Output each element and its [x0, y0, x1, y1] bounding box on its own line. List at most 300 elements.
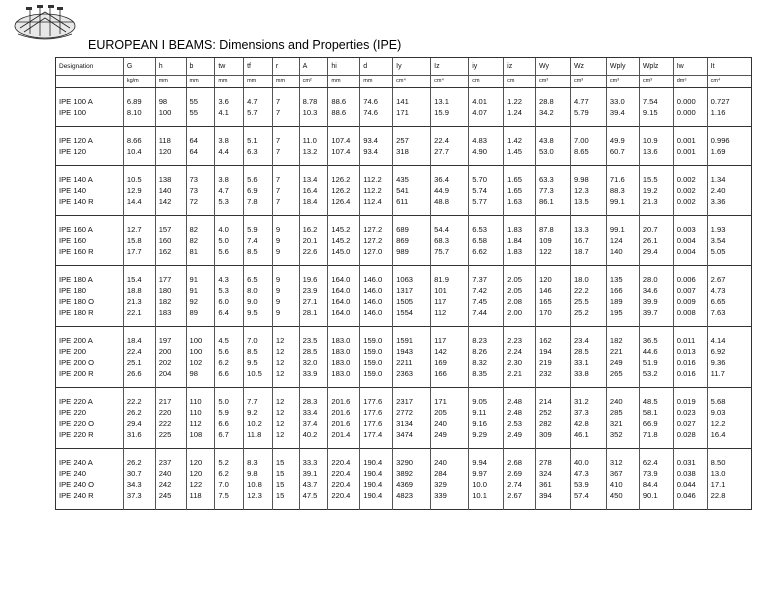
designation-cell: IPE 200 A	[56, 327, 124, 347]
value-cell: 4369	[393, 479, 431, 490]
value-cell: 20.1	[299, 235, 328, 246]
table-row	[56, 418, 752, 429]
value-cell: 162	[155, 246, 186, 266]
value-cell: 10.5	[123, 166, 155, 186]
value-cell: 122	[186, 479, 215, 490]
value-cell: 10.5	[244, 368, 273, 388]
value-cell: 0.016	[673, 368, 707, 388]
column-unit: mm	[360, 76, 393, 88]
value-cell: 7.5	[215, 490, 244, 510]
value-cell: 240	[431, 418, 469, 429]
table-row	[56, 388, 752, 408]
value-cell: 127.2	[360, 235, 393, 246]
value-cell: 2.53	[504, 418, 536, 429]
value-cell: 109	[536, 235, 571, 246]
value-cell: 145.2	[328, 235, 360, 246]
value-cell: 182	[606, 327, 639, 347]
value-cell: 87.8	[536, 216, 571, 236]
value-cell: 108	[186, 429, 215, 449]
value-cell: 7.4	[244, 235, 273, 246]
value-cell: 190.4	[360, 479, 393, 490]
value-cell: 1505	[393, 296, 431, 307]
value-cell: 1063	[393, 266, 431, 286]
value-cell: 15	[272, 479, 299, 490]
value-cell: 91	[186, 266, 215, 286]
value-cell: 9.05	[469, 388, 504, 408]
value-cell: 127.0	[360, 246, 393, 266]
value-cell: 110	[186, 388, 215, 408]
value-cell: 159.0	[360, 357, 393, 368]
value-cell: 171	[393, 107, 431, 127]
value-cell: 13.2	[299, 146, 328, 166]
table-row	[56, 166, 752, 186]
value-cell: 4.7	[215, 185, 244, 196]
table-row	[56, 127, 752, 147]
value-cell: 5.68	[707, 388, 751, 408]
value-cell: 221	[606, 346, 639, 357]
value-cell: 22.1	[123, 307, 155, 327]
logo-icon	[10, 4, 80, 44]
value-cell: 9.36	[707, 357, 751, 368]
value-cell: 5.6	[215, 346, 244, 357]
value-cell: 7.44	[469, 307, 504, 327]
value-cell: 90.1	[639, 490, 673, 510]
value-cell: 37.3	[570, 407, 606, 418]
value-cell: 126.2	[328, 166, 360, 186]
value-cell: 21.3	[639, 196, 673, 216]
column-unit: mm	[328, 76, 360, 88]
table-row	[56, 146, 752, 166]
value-cell: 5.77	[469, 196, 504, 216]
column-symbol: Iy	[393, 58, 431, 76]
value-cell: 367	[606, 468, 639, 479]
designation-cell: IPE 180	[56, 285, 124, 296]
value-cell: 72	[186, 196, 215, 216]
column-symbol: d	[360, 58, 393, 76]
value-cell: 0.011	[673, 327, 707, 347]
value-cell: 9.2	[244, 407, 273, 418]
value-cell: 201.6	[328, 407, 360, 418]
value-cell: 8.35	[469, 368, 504, 388]
value-cell: 4.73	[707, 285, 751, 296]
table-row	[56, 479, 752, 490]
value-cell: 611	[393, 196, 431, 216]
value-cell: 183.0	[328, 368, 360, 388]
value-cell: 321	[606, 418, 639, 429]
value-cell: 7.63	[707, 307, 751, 327]
ipe-properties-table	[55, 57, 752, 510]
value-cell: 19.2	[639, 185, 673, 196]
value-cell: 14.4	[123, 196, 155, 216]
value-cell: 0.009	[673, 296, 707, 307]
value-cell: 9.94	[469, 449, 504, 469]
value-cell: 3290	[393, 449, 431, 469]
value-cell: 6.2	[215, 468, 244, 479]
value-cell: 9.16	[469, 418, 504, 429]
column-unit: cm⁴	[431, 76, 469, 88]
value-cell: 7	[272, 127, 299, 147]
value-cell: 75.7	[431, 246, 469, 266]
column-unit: cm⁴	[707, 76, 751, 88]
value-cell: 117	[431, 296, 469, 307]
value-cell: 2363	[393, 368, 431, 388]
value-cell: 0.028	[673, 429, 707, 449]
value-cell: 5.0	[215, 388, 244, 408]
value-cell: 10.8	[244, 479, 273, 490]
column-unit: cm	[469, 76, 504, 88]
value-cell: 7	[272, 196, 299, 216]
value-cell: 1.16	[707, 107, 751, 127]
value-cell: 2.67	[504, 490, 536, 510]
value-cell: 92	[186, 296, 215, 307]
designation-cell: IPE 100 A	[56, 88, 124, 108]
value-cell: 6.6	[215, 368, 244, 388]
value-cell: 20.7	[639, 216, 673, 236]
value-cell: 0.006	[673, 266, 707, 286]
value-cell: 242	[155, 479, 186, 490]
value-cell: 435	[393, 166, 431, 186]
value-cell: 6.6	[215, 418, 244, 429]
value-cell: 2.40	[707, 185, 751, 196]
value-cell: 2772	[393, 407, 431, 418]
value-cell: 2.05	[504, 266, 536, 286]
value-cell: 22.4	[431, 127, 469, 147]
value-cell: 141	[393, 88, 431, 108]
value-cell: 91	[186, 285, 215, 296]
value-cell: 1.24	[504, 107, 536, 127]
value-cell: 0.727	[707, 88, 751, 108]
column-unit: cm³	[570, 76, 606, 88]
value-cell: 9	[272, 235, 299, 246]
value-cell: 3474	[393, 429, 431, 449]
value-cell: 28.0	[639, 266, 673, 286]
value-cell: 318	[393, 146, 431, 166]
value-cell: 34.2	[536, 107, 571, 127]
column-symbol: It	[707, 58, 751, 76]
value-cell: 138	[155, 166, 186, 186]
value-cell: 12	[272, 368, 299, 388]
value-cell: 9.29	[469, 429, 504, 449]
value-cell: 10.1	[469, 490, 504, 510]
value-cell: 183.0	[328, 357, 360, 368]
value-cell: 5.1	[244, 127, 273, 147]
value-cell: 33.4	[299, 407, 328, 418]
value-cell: 39.1	[299, 468, 328, 479]
value-cell: 82	[186, 235, 215, 246]
value-cell: 39.4	[606, 107, 639, 127]
value-cell: 282	[536, 418, 571, 429]
value-cell: 249	[606, 357, 639, 368]
column-unit: cm	[504, 76, 536, 88]
column-unit: kg/m	[123, 76, 155, 88]
value-cell: 2.24	[504, 346, 536, 357]
value-cell: 237	[155, 449, 186, 469]
value-cell: 1.34	[707, 166, 751, 186]
value-cell: 329	[431, 479, 469, 490]
value-cell: 98	[186, 368, 215, 388]
value-cell: 1.84	[504, 235, 536, 246]
value-cell: 53.0	[536, 146, 571, 166]
value-cell: 40.2	[299, 429, 328, 449]
value-cell: 285	[606, 407, 639, 418]
value-cell: 37.4	[299, 418, 328, 429]
value-cell: 201.6	[328, 388, 360, 408]
value-cell: 6.3	[244, 146, 273, 166]
table-row	[56, 88, 752, 108]
value-cell: 7.0	[244, 327, 273, 347]
value-cell: 16.2	[299, 216, 328, 236]
column-symbol: iy	[469, 58, 504, 76]
column-unit: cm³	[639, 76, 673, 88]
value-cell: 5.7	[244, 107, 273, 127]
value-cell: 124	[606, 235, 639, 246]
value-cell: 0.044	[673, 479, 707, 490]
designation-cell: IPE 240 A	[56, 449, 124, 469]
value-cell: 16.7	[570, 235, 606, 246]
value-cell: 39.7	[639, 307, 673, 327]
value-cell: 99.1	[606, 216, 639, 236]
table-row	[56, 346, 752, 357]
value-cell: 194	[536, 346, 571, 357]
column-symbol: b	[186, 58, 215, 76]
value-cell: 0.004	[673, 235, 707, 246]
table-row	[56, 216, 752, 236]
value-cell: 12	[272, 407, 299, 418]
page-title: EUROPEAN I BEAMS: Dimensions and Properties (IPE)	[88, 38, 402, 52]
value-cell: 142	[155, 196, 186, 216]
table-row	[56, 357, 752, 368]
value-cell: 159.0	[360, 368, 393, 388]
value-cell: 142	[431, 346, 469, 357]
value-cell: 11.0	[299, 127, 328, 147]
table-row	[56, 368, 752, 388]
value-cell: 12.7	[123, 216, 155, 236]
section-group	[56, 88, 752, 127]
value-cell: 122	[536, 246, 571, 266]
value-cell: 450	[606, 490, 639, 510]
designation-cell: IPE 180 R	[56, 307, 124, 327]
value-cell: 5.2	[215, 449, 244, 469]
value-cell: 28.3	[299, 388, 328, 408]
value-cell: 51.9	[639, 357, 673, 368]
value-cell: 0.031	[673, 449, 707, 469]
value-cell: 64	[186, 127, 215, 147]
value-cell: 9.98	[570, 166, 606, 186]
value-cell: 189	[606, 296, 639, 307]
value-cell: 4.14	[707, 327, 751, 347]
value-cell: 9.15	[639, 107, 673, 127]
value-cell: 240	[155, 468, 186, 479]
column-symbol: A	[299, 58, 328, 76]
value-cell: 4.83	[469, 127, 504, 147]
value-cell: 5.3	[215, 285, 244, 296]
value-cell: 8.23	[469, 327, 504, 347]
value-cell: 15.4	[123, 266, 155, 286]
table-row	[56, 285, 752, 296]
value-cell: 126.2	[328, 185, 360, 196]
value-cell: 5.6	[244, 166, 273, 186]
value-cell: 135	[606, 266, 639, 286]
value-cell: 145.2	[328, 216, 360, 236]
value-cell: 162	[536, 327, 571, 347]
value-cell: 28.5	[570, 346, 606, 357]
value-cell: 10.4	[123, 146, 155, 166]
value-cell: 201.4	[328, 429, 360, 449]
value-cell: 49.9	[606, 127, 639, 147]
table-row	[56, 246, 752, 266]
value-cell: 2.69	[504, 468, 536, 479]
designation-cell: IPE 160 R	[56, 246, 124, 266]
value-cell: 4.90	[469, 146, 504, 166]
value-cell: 1.69	[707, 146, 751, 166]
value-cell: 9	[272, 285, 299, 296]
value-cell: 120	[186, 449, 215, 469]
value-cell: 2.68	[504, 449, 536, 469]
value-cell: 29.4	[639, 246, 673, 266]
value-cell: 7.37	[469, 266, 504, 286]
value-cell: 8.65	[570, 146, 606, 166]
value-cell: 16.4	[299, 185, 328, 196]
column-symbol: Iz	[431, 58, 469, 76]
value-cell: 12.3	[244, 490, 273, 510]
value-cell: 190.4	[360, 468, 393, 479]
value-cell: 4.7	[244, 88, 273, 108]
value-cell: 6.53	[469, 216, 504, 236]
value-cell: 27.7	[431, 146, 469, 166]
value-cell: 58.1	[639, 407, 673, 418]
value-cell: 110	[186, 407, 215, 418]
value-cell: 18.7	[570, 246, 606, 266]
column-symbol: r	[272, 58, 299, 76]
table-row	[56, 468, 752, 479]
value-cell: 177.6	[360, 407, 393, 418]
value-cell: 12	[272, 388, 299, 408]
value-cell: 10.9	[639, 127, 673, 147]
designation-cell: IPE 180 A	[56, 266, 124, 286]
value-cell: 32.0	[299, 357, 328, 368]
value-cell: 3.6	[215, 88, 244, 108]
designation-cell: IPE 220 O	[56, 418, 124, 429]
column-symbol: iz	[504, 58, 536, 76]
value-cell: 100	[186, 346, 215, 357]
value-cell: 220.4	[328, 468, 360, 479]
value-cell: 33.3	[299, 449, 328, 469]
section-group	[56, 166, 752, 216]
value-cell: 257	[393, 127, 431, 147]
value-cell: 43.7	[299, 479, 328, 490]
value-cell: 34.6	[639, 285, 673, 296]
value-cell: 4.07	[469, 107, 504, 127]
value-cell: 4.1	[215, 107, 244, 127]
value-cell: 100	[186, 327, 215, 347]
value-cell: 6.2	[215, 357, 244, 368]
table-row	[56, 235, 752, 246]
value-cell: 22.6	[299, 246, 328, 266]
column-symbol-row	[56, 58, 752, 76]
column-unit: mm	[215, 76, 244, 88]
value-cell: 989	[393, 246, 431, 266]
value-cell: 8.66	[123, 127, 155, 147]
value-cell: 126.4	[328, 196, 360, 216]
value-cell: 1.83	[504, 246, 536, 266]
value-cell: 120	[186, 468, 215, 479]
value-cell: 15	[272, 449, 299, 469]
value-cell: 165	[536, 296, 571, 307]
value-cell: 19.6	[299, 266, 328, 286]
value-cell: 25.5	[570, 296, 606, 307]
value-cell: 1.93	[707, 216, 751, 236]
value-cell: 23.5	[299, 327, 328, 347]
value-cell: 33.9	[299, 368, 328, 388]
value-cell: 2211	[393, 357, 431, 368]
value-cell: 112.4	[360, 196, 393, 216]
value-cell: 183.0	[328, 327, 360, 347]
value-cell: 98	[155, 88, 186, 108]
value-cell: 21.3	[123, 296, 155, 307]
value-cell: 25.1	[123, 357, 155, 368]
value-cell: 44.9	[431, 185, 469, 196]
value-cell: 34.3	[123, 479, 155, 490]
value-cell: 164.0	[328, 285, 360, 296]
value-cell: 12	[272, 327, 299, 347]
value-cell: 48.8	[431, 196, 469, 216]
value-cell: 177.6	[360, 388, 393, 408]
value-cell: 2.48	[504, 388, 536, 408]
value-cell: 13.0	[707, 468, 751, 479]
value-cell: 26.2	[123, 407, 155, 418]
value-cell: 410	[606, 479, 639, 490]
value-cell: 26.2	[123, 449, 155, 469]
value-cell: 102	[186, 357, 215, 368]
value-cell: 0.001	[673, 127, 707, 147]
designation-cell: IPE 180 O	[56, 296, 124, 307]
value-cell: 1.65	[504, 185, 536, 196]
value-cell: 220	[155, 407, 186, 418]
section-group	[56, 449, 752, 510]
section-group	[56, 216, 752, 266]
value-cell: 1.65	[504, 166, 536, 186]
value-cell: 9.5	[244, 357, 273, 368]
value-cell: 200	[155, 346, 186, 357]
value-cell: 12.3	[570, 185, 606, 196]
value-cell: 8.10	[123, 107, 155, 127]
value-cell: 47.5	[299, 490, 328, 510]
value-cell: 0.016	[673, 357, 707, 368]
value-cell: 36.5	[639, 327, 673, 347]
value-cell: 10.3	[299, 107, 328, 127]
value-cell: 0.002	[673, 196, 707, 216]
value-cell: 140	[606, 246, 639, 266]
value-cell: 73	[186, 185, 215, 196]
value-cell: 86.1	[536, 196, 571, 216]
value-cell: 3.8	[215, 166, 244, 186]
column-symbol: G	[123, 58, 155, 76]
designation-cell: IPE 140	[56, 185, 124, 196]
value-cell: 171	[431, 388, 469, 408]
value-cell: 107.4	[328, 146, 360, 166]
value-cell: 6.9	[244, 185, 273, 196]
value-cell: 170	[536, 307, 571, 327]
value-cell: 4.5	[215, 327, 244, 347]
value-cell: 7.00	[570, 127, 606, 147]
value-cell: 33.0	[606, 88, 639, 108]
value-cell: 1.83	[504, 216, 536, 236]
value-cell: 6.92	[707, 346, 751, 357]
value-cell: 9.97	[469, 468, 504, 479]
value-cell: 15.9	[431, 107, 469, 127]
value-cell: 2.05	[504, 285, 536, 296]
value-cell: 0.000	[673, 107, 707, 127]
